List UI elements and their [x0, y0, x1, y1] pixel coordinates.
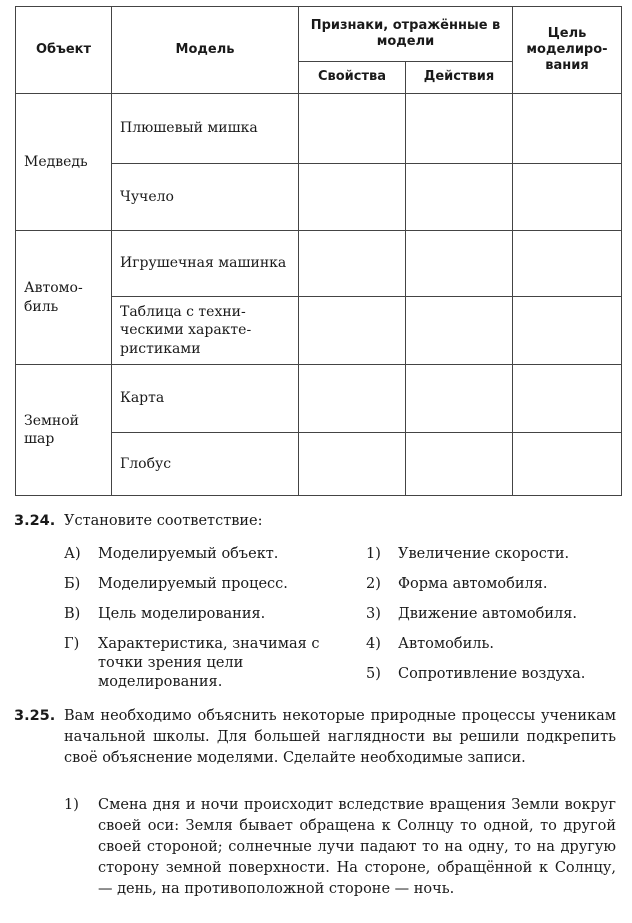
header-properties: Свойства [299, 62, 406, 94]
answer-cell[interactable] [299, 365, 406, 433]
answer-cell[interactable] [299, 164, 406, 231]
match-left-item: Г) [64, 636, 80, 652]
header-goal: Цель моделиро- вания [513, 7, 622, 94]
match-left-text: Цель моделирования. [98, 606, 266, 622]
object-cell: Земной шар [16, 365, 112, 496]
object-cell: Автомо- биль [16, 231, 112, 365]
model-cell: Карта [112, 365, 299, 433]
table-row [16, 231, 622, 297]
answer-cell[interactable] [406, 231, 513, 297]
answer-cell[interactable] [406, 94, 513, 164]
answer-cell[interactable] [513, 94, 622, 164]
models-table [15, 6, 622, 496]
match-right-text: Автомобиль. [398, 636, 495, 652]
match-left-text: Характеристика, значимая с точки зрения цели моделирования. [98, 636, 320, 690]
answer-cell[interactable] [406, 164, 513, 231]
match-left-item: В) [64, 606, 81, 622]
task-3-25-item-text: Смена дня и ночи происходит вследствие вращения Земли вокруг своей оси: Земля бывает обращена к Солнцу то одной, то другой своей стороной; солнечные лучи падают то на одну, то на другую сторону земной поверхности. На стороне, обращённой к Солнцу, — день, на противоположной стороне — ночь. [98, 797, 616, 897]
match-right-key: 1) [366, 546, 381, 562]
task-3-24-prompt: Установите соответствие: [64, 513, 263, 529]
task-3-25-text: Вам необходимо объяснить некоторые природные процессы ученикам начальной школы. Для большей наглядности вы решили подкрепить своё объяснение моделями. Сделайте необходимые записи. [64, 708, 616, 766]
match-right-text: Сопротивление воздуха. [398, 666, 586, 682]
header-object: Объект [16, 7, 112, 94]
answer-cell[interactable] [299, 94, 406, 164]
match-right-key: 4) [366, 636, 381, 652]
answer-cell[interactable] [406, 297, 513, 365]
header-model: Модель [112, 7, 299, 94]
table-row [16, 365, 622, 433]
match-right-text: Увеличение скорости. [398, 546, 570, 562]
match-right-key: 3) [366, 606, 381, 622]
answer-cell[interactable] [513, 231, 622, 297]
model-cell: Плюшевый мишка [112, 94, 299, 164]
match-left-text: Моделируемый объект. [98, 546, 279, 562]
match-left-item: Б) [64, 576, 81, 592]
model-cell: Чучело [112, 164, 299, 231]
task-3-24-number: 3.24. [14, 513, 56, 529]
model-cell: Таблица с техни- ческими характе- ристиками [112, 297, 299, 365]
table-row [16, 94, 622, 164]
task-3-25-number: 3.25. [14, 708, 56, 724]
answer-cell[interactable] [513, 164, 622, 231]
answer-cell[interactable] [513, 433, 622, 496]
match-left-item: А) [64, 546, 81, 562]
task-3-25-item-key: 1) [64, 797, 79, 813]
header-features: Признаки, отражённые в модели [299, 7, 513, 62]
match-right-text: Форма автомобиля. [398, 576, 548, 592]
model-cell: Игрушечная машинка [112, 231, 299, 297]
answer-cell[interactable] [299, 297, 406, 365]
model-cell: Глобус [112, 433, 299, 496]
answer-cell[interactable] [406, 365, 513, 433]
match-right-text: Движение автомобиля. [398, 606, 577, 622]
match-right-key: 5) [366, 666, 381, 682]
match-right-key: 2) [366, 576, 381, 592]
match-left-text: Моделируемый процесс. [98, 576, 288, 592]
answer-cell[interactable] [513, 297, 622, 365]
answer-cell[interactable] [513, 365, 622, 433]
object-cell: Медведь [16, 94, 112, 231]
answer-cell[interactable] [299, 433, 406, 496]
header-actions: Действия [406, 62, 513, 94]
answer-cell[interactable] [299, 231, 406, 297]
answer-cell[interactable] [406, 433, 513, 496]
